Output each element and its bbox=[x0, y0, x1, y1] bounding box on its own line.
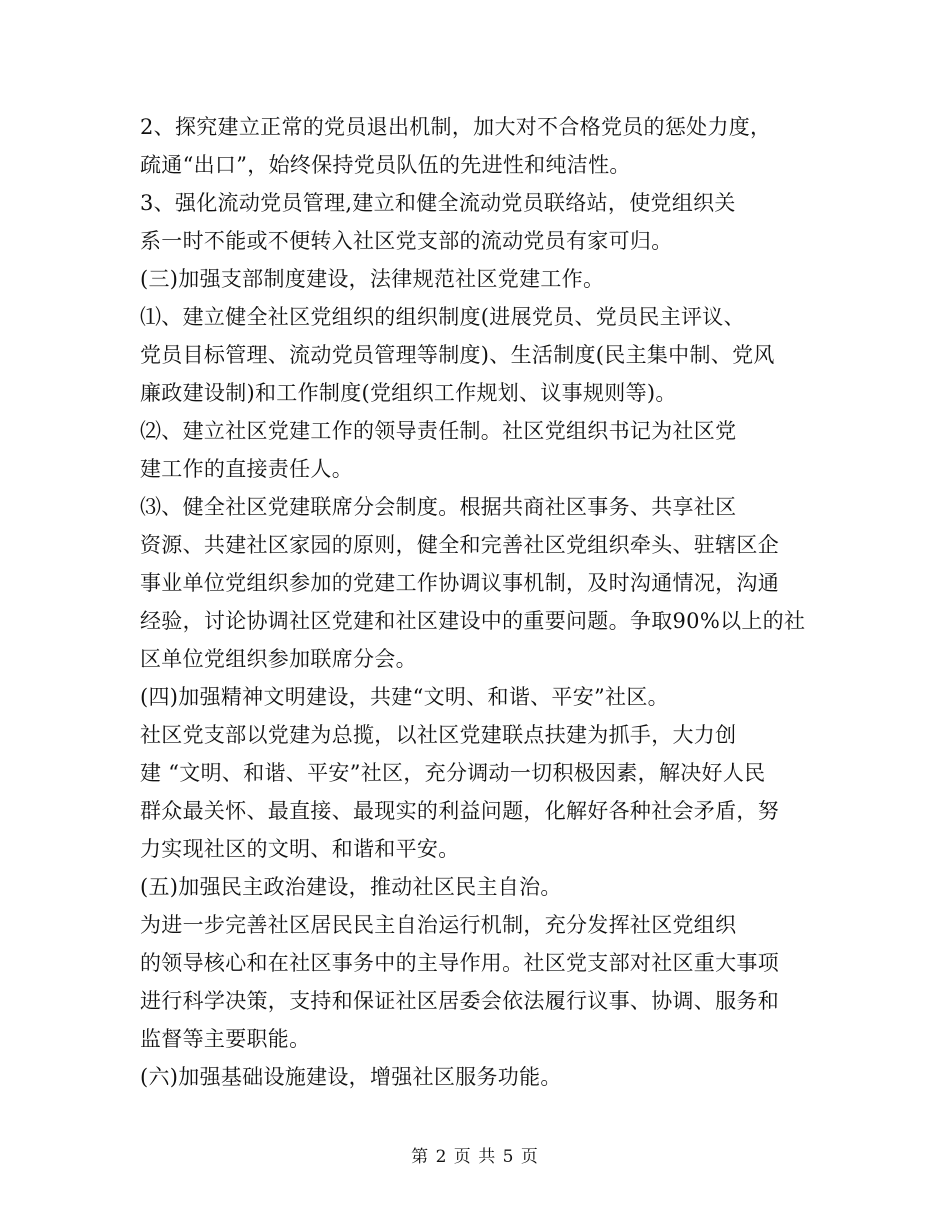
text-line: 党员目标管理、流动党员管理等制度)、生活制度(民主集中制、党风 bbox=[140, 343, 775, 367]
text-line: 建工作的直接责任人。 bbox=[140, 457, 353, 481]
text-line: 事业单位党组织参加的党建工作协调议事机制，及时沟通情况，沟通 bbox=[140, 571, 779, 595]
text-line: 经验，讨论协调社区党建和社区建设中的重要问题。争取90%以上的社 bbox=[140, 609, 806, 633]
text-line: 疏通“出口”，始终保持党员队伍的先进性和纯洁性。 bbox=[140, 153, 631, 177]
text-line: 系一时不能或不便转入社区党支部的流动党员有家可归。 bbox=[140, 229, 673, 253]
section-heading: (六)加强基础设施建设，增强社区服务功能。 bbox=[140, 1065, 562, 1089]
section-heading: (四)加强精神文明建设，共建“文明、和谐、平安”社区。 bbox=[140, 685, 669, 709]
text-line: ⑵、建立社区党建工作的领导责任制。社区党组织书记为社区党 bbox=[140, 419, 737, 443]
text-line: 群众最关怀、最直接、最现实的利益问题，化解好各种社会矛盾，努 bbox=[140, 799, 779, 823]
text-line: 的领导核心和在社区事务中的主导作用。社区党支部对社区重大事项 bbox=[140, 951, 779, 975]
text-line: 廉政建设制)和工作制度(党组织工作规划、议事规则等)。 bbox=[140, 381, 677, 405]
section-heading: (五)加强民主政治建设，推动社区民主自治。 bbox=[140, 875, 562, 899]
text-line: 社区党支部以党建为总揽，以社区党建联点扶建为抓手，大力创 bbox=[140, 723, 737, 747]
text-line: 进行科学决策，支持和保证社区居委会依法履行议事、协调、服务和 bbox=[140, 989, 779, 1013]
text-line: 区单位党组织参加联席分会。 bbox=[140, 647, 417, 671]
text-line: 建 “文明、和谐、平安”社区，充分调动一切积极因素，解决好人民 bbox=[140, 761, 766, 785]
text-line: 3、强化流动党员管理,建立和健全流动党员联络站，使党组织关 bbox=[140, 191, 736, 215]
text-line: 2、探究建立正常的党员退出机制，加大对不合格党员的惩处力度， bbox=[140, 115, 772, 139]
text-line: 监督等主要职能。 bbox=[140, 1027, 311, 1051]
section-heading: (三)加强支部制度建设，法律规范社区党建工作。 bbox=[140, 267, 605, 291]
text-line: ⑶、健全社区党建联席分会制度。根据共商社区事务、共享社区 bbox=[140, 495, 737, 519]
text-line: 资源、共建社区家园的原则，健全和完善社区党组织牵头、驻辖区企 bbox=[140, 533, 779, 557]
text-line: 力实现社区的文明、和谐和平安。 bbox=[140, 837, 460, 861]
page-number-footer: 第 2 页 共 5 页 bbox=[411, 1147, 539, 1167]
text-line: 为进一步完善社区居民民主自治运行机制，充分发挥社区党组织 bbox=[140, 913, 737, 937]
text-line: ⑴、建立健全社区党组织的组织制度(进展党员、党员民主评议、 bbox=[140, 305, 745, 329]
